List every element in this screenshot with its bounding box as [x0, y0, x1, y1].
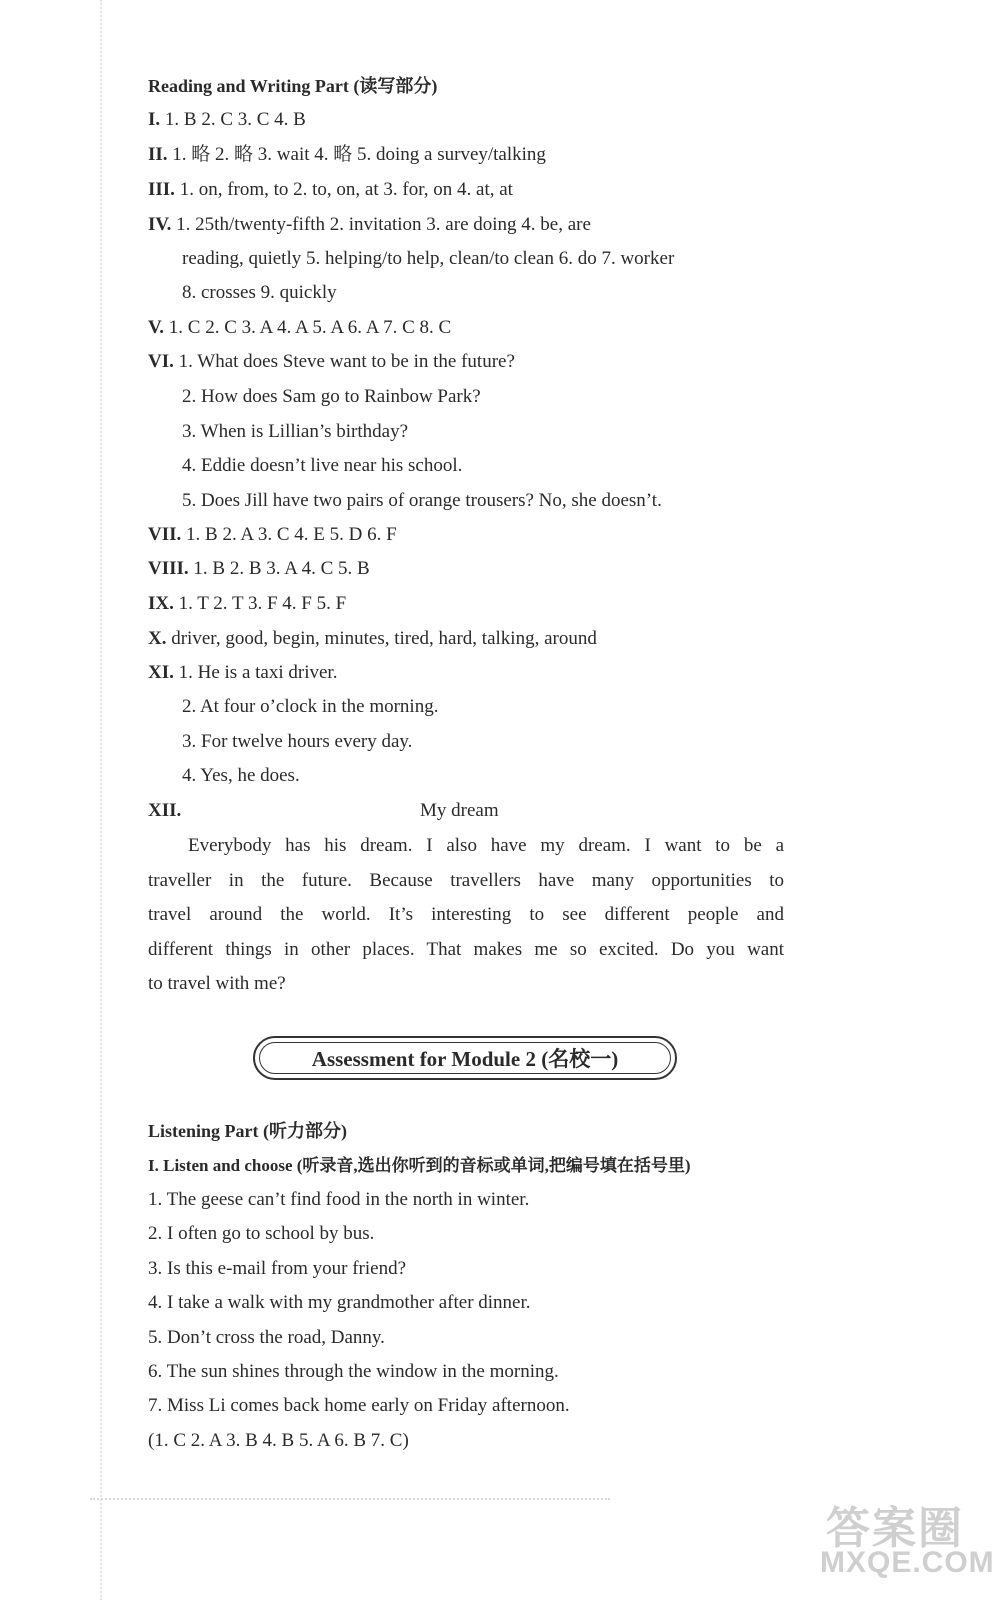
essay-line2: traveller in the future. Because travellers have many opportunities to: [148, 870, 784, 891]
answer-XI-item2: 2. At four o’clock in the morning.: [182, 696, 439, 717]
answer-VIII: [148, 557, 370, 581]
watermark-top-text: 答案圈: [826, 1504, 964, 1553]
answer-VIII-text: 1. B 2. B 3. A 4. C 5. B: [193, 558, 370, 579]
watermark-logo: [820, 1490, 995, 1590]
listening-item-5: 5. Don’t cross the road, Danny.: [148, 1327, 385, 1348]
answer-XI-item4: 4. Yes, he does.: [182, 765, 300, 786]
answer-III: [148, 178, 513, 202]
answer-V-number: V.: [148, 317, 165, 338]
essay-line1: Everybody has his dream. I also have my dream. I want to be a: [188, 835, 784, 856]
answer-V-text: 1. C 2. C 3. A 4. A 5. A 6. A 7. C 8. C: [168, 317, 452, 338]
answer-VI-item3: 3. When is Lillian’s birthday?: [182, 421, 409, 442]
answer-VII-number: VII.: [148, 524, 182, 545]
answer-X: [148, 627, 597, 651]
answer-I-number: I.: [148, 109, 161, 130]
answer-VI-item1: 1. What does Steve want to be in the future?: [178, 351, 515, 372]
answer-VI-item4: 4. Eddie doesn’t live near his school.: [182, 455, 463, 476]
essay-line4: different things in other places. That makes me so excited. Do you want: [148, 939, 784, 960]
answer-VI-item2: 2. How does Sam go to Rainbow Park?: [182, 386, 481, 407]
answer-III-number: III.: [148, 179, 175, 200]
answer-IV-line2: reading, quietly 5. helping/to help, clean/to clean 6. do 7. worker: [182, 248, 675, 269]
answer-IV-line3: 8. crosses 9. quickly: [182, 282, 337, 303]
listening-item-3: 3. Is this e-mail from your friend?: [148, 1258, 407, 1279]
answer-IX-number: IX.: [148, 593, 174, 614]
answer-XII-number: XII.: [148, 800, 182, 821]
listening-header: Listening Part (听力部分): [148, 1121, 347, 1141]
answer-I: [148, 108, 306, 132]
listening-item-2: 2. I often go to school by bus.: [148, 1223, 375, 1244]
answer-I-text: 1. B 2. C 3. C 4. B: [164, 109, 306, 130]
assessment-title: Assessment for Module 2 (名校一): [311, 1047, 619, 1071]
answer-IX: [148, 592, 346, 616]
answer-VIII-number: VIII.: [148, 558, 189, 579]
answer-II: [148, 143, 546, 167]
footer-divider: [90, 1498, 610, 1500]
answer-V: [148, 316, 451, 340]
answer-VII: [148, 523, 397, 547]
reading-writing-header: Reading and Writing Part (读写部分): [148, 76, 438, 96]
answer-IV-line1: 1. 25th/twenty-fifth 2. invitation 3. are doing 4. be, are: [176, 214, 591, 235]
answer-X-number: X.: [148, 628, 167, 649]
answer-XI-item1: 1. He is a taxi driver.: [178, 662, 338, 683]
listening-item-6: 6. The sun shines through the window in the morning.: [148, 1361, 559, 1382]
answer-VI-item5: 5. Does Jill have two pairs of orange trousers? No, she doesn’t.: [182, 490, 662, 511]
answer-VI-number: VI.: [148, 351, 174, 372]
answer-IV-number: IV.: [148, 214, 172, 235]
essay-line3: travel around the world. It’s interesting to see different people and: [148, 904, 784, 925]
answer-XI-number: XI.: [148, 662, 174, 683]
answer-X-text: driver, good, begin, minutes, tired, hard, talking, around: [171, 628, 597, 649]
essay-line5: to travel with me?: [148, 973, 286, 994]
answer-II-text: 1. 略 2. 略 3. wait 4. 略 5. doing a survey/talking: [172, 144, 546, 165]
answer-VII-text: 1. B 2. A 3. C 4. E 5. D 6. F: [186, 524, 397, 545]
assessment-title-box: [253, 1036, 677, 1080]
watermark-bottom-text: MXQE.COM: [820, 1546, 995, 1579]
listening-item-7: 7. Miss Li comes back home early on Friday afternoon.: [148, 1395, 570, 1416]
binding-margin: [100, 0, 102, 1600]
listening-subheader: I. Listen and choose (听录音,选出你听到的音标或单词,把编号填在括号里): [148, 1156, 691, 1175]
answer-IV: [148, 213, 591, 237]
answer-IX-text: 1. T 2. T 3. F 4. F 5. F: [178, 593, 347, 614]
listening-item-4: 4. I take a walk with my grandmother after dinner.: [148, 1292, 531, 1313]
listening-item-1: 1. The geese can’t find food in the north in winter.: [148, 1189, 530, 1210]
answer-III-text: 1. on, from, to 2. to, on, at 3. for, on 4. at, at: [179, 179, 513, 200]
answer-II-number: II.: [148, 144, 168, 165]
answer-XI: [148, 661, 337, 685]
listening-answers: (1. C 2. A 3. B 4. B 5. A 6. B 7. C): [148, 1430, 409, 1451]
essay-title: My dream: [420, 800, 499, 821]
answer-XI-item3: 3. For twelve hours every day.: [182, 731, 413, 752]
answer-VI: [148, 350, 515, 374]
